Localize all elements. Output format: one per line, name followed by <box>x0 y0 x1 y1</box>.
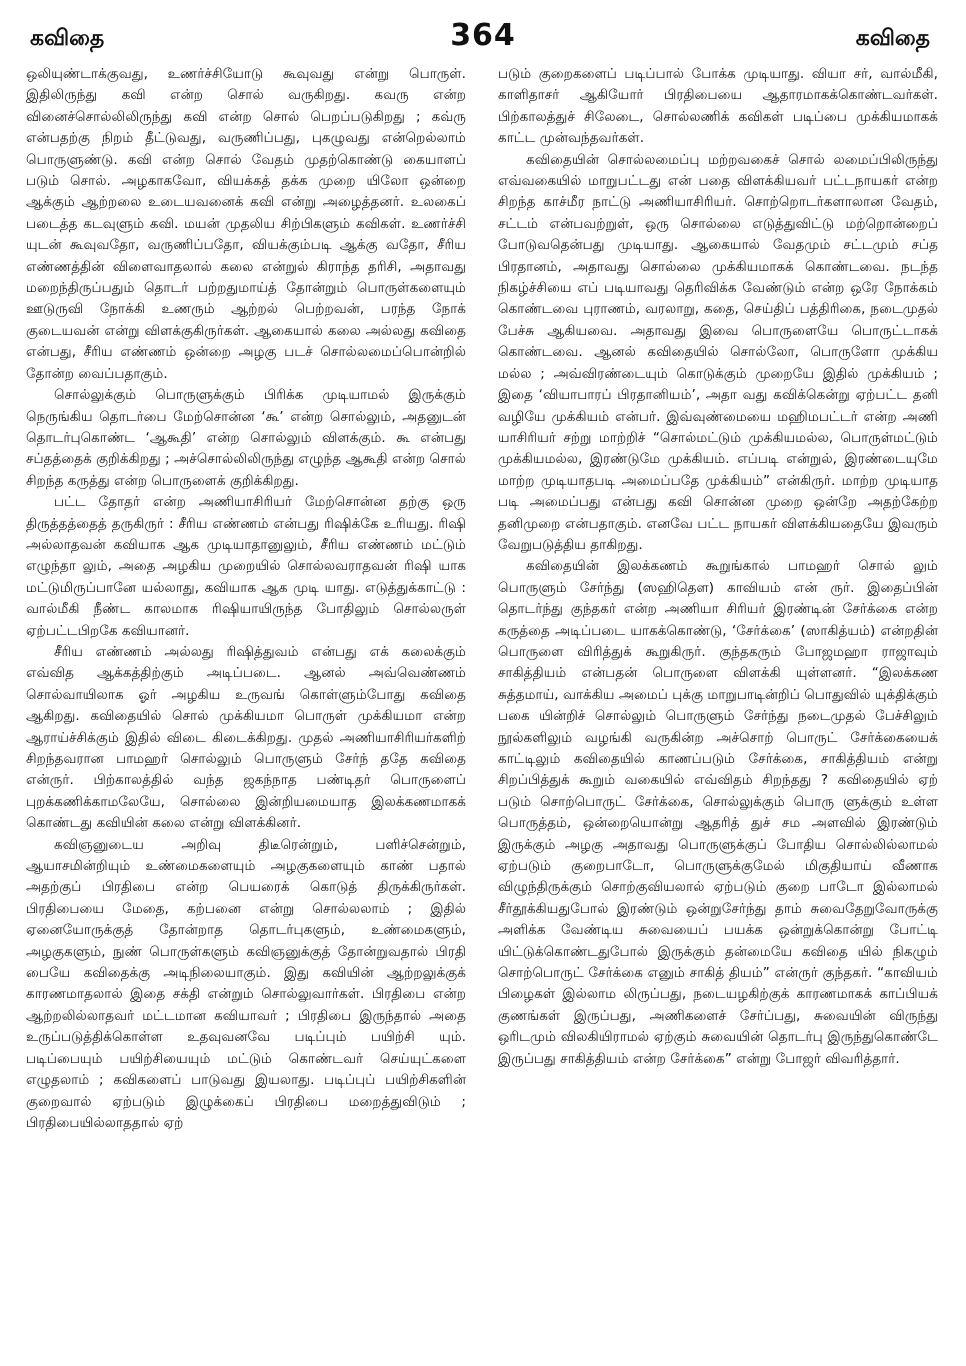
paragraph: ஒலியுண்டாக்குவது, உணர்ச்சியோடு கூவுவது என்று பொருள். இதிலிருந்து கவி என்ற சொல் வருகிறது. கவரு என்ற வினைச்சொல்லிலிருந்து கவி என்ற சொல் பெறப்படுகிறது ; கவ்ரு என்பதற்கு நிறம் தீட்டுவது, வருணிப்பது, புகழுவது என்றெல்லாம் பொருளுண்டு. கவி என்ற சொல் வேதம் முதற்கொண்டு கையாளப் படும் சொல். அழகாகவோ, வியக்கத் தக்க முறை யிலோ ஒன்றை ஆக்கும் ஆற்றலை உடையவனைக் கவி என்று அழைத்தனர். உலகைப் படைத்த கடவுளும் கவி. மயன் முதலிய சிற்பிகளும் கவிகள். உணர்ச்சி யுடன் கூவுவதோ, வருணிப்பதோ, வியக்கும்படி ஆக்கு வதோ, சீரிய எண்ணத்தின் விளைவாதலால் கலை என்றுல் கிராந்த தரிசி, அதாவது மறைந்திருப்பதும் தொடர் பற்றதுமாய்த் தோன்றும் பொருள்களையும் ஊடுருவி நோக்கி உணரும் ஆற்றல் பெற்றவன், பரந்த நோக் குடையவன் என்று விளக்குகிருர்கள். ஆகையால் கலை அல்லது கவிதை என்பது, சீரிய எண்ணம் ஒன்றை அழகு படச் சொல்லமைப்பொன்றில் தோன்ற வைப்பதாகும். <box>26 66 466 382</box>
paragraph: கவிதையின் இலக்கணம் கூறுங்கால் பாமஹர் சொல் லும் பொருளும் சேர்ந்து (ஸஹிதௌ) காவியம் என் ருர். இதைப்பின் தொடர்ந்து குந்தகர் என்ற அணியா சிரியர் இரண்டின் சேர்க்கை என்ற கருத்தை அடிப்படை யாகக்கொண்டு, ‘சேர்க்கை’ (ஸாகித்யம்) என்றதின் பொருளை விரித்துக் கூறுகிருர். குந்தகரும் போஜமஹா ராஜாவும் சாகித்தியம் என்பதன் பொருளை விளக்கி யுள்ளனர். “இலக்கண சுத்தமாய், வாக்கிய அமைப் புக்கு மாறுபாடின்றிப் பொதுவில் யுக்திக்கும் பகை யின்றிச் சொல்லும் பொருளும் சேர்ந்து நடைமுதல் பேச்சிலும் நூல்களிலும் வழங்கி வருகின்ற அச்சொற் பொருட் சேர்க்கையைக் காட்டிலும் கவிதையில் காணப்படும் சேர்க்கை, சாகித்தியம் என்று சிறப்பித்துக் கூறும் வகையில் எவ்விதம் சிறந்தது ? கவிதையில் ஏற் படும் சொற்பொருட் சேர்க்கை, சொல்லுக்கும் பொரு ளுக்கும் உள்ள பொருத்தம், ஒன்றையொன்று ஆதரித் துச் சம அளவில் இரண்டும் இருக்கும் அழகு அதாவது பொருளுக்குப் போதிய சொல்லில்லாமல் ஏற்படும் குறைபாடோ, பொருளுக்குமேல் மிகுதியாய் வீணாக விழுந்திருக்கும் சொற்குவியலால் ஏற்படும் குறை பாடோ இல்லாமல் சீர்தூக்கியதுபோல் இரண்டும் ஒன்றுசேர்ந்து தாம் சுவைதேறுவோருக்கு அளிக்க வேண்டிய சுவையைப் பயக்க ஒன்றுக்கொன்று போட்டி யிட்டுக்கொண்டதுபோல் இருக்கும் தன்மையே கவிதை யில் நிகழும் சொற்பொருட் சேர்க்கை எனும் சாகித் தியம்” என்ருர் குந்தகர். “காவியம் பிழைகள் இல்லாம லிருப்பது, நடையழகிற்குக் காரணமாகக் காப்பியக் குணங்கள் இருப்பது, அணிகளைச் சேர்ப்பது, சுவையின் விருந்து ஒரிடமும் விலகியிராமல் ஏற்கும் சுவையின் தொடர்பு இருந்துகொண்டே இருப்பது சாகித்தியம் என்ற சேர்க்கை” என்று போஜர் விவரித்தார். <box>498 558 938 1067</box>
paragraph: கவிஞனுடைய அறிவு திடீரென்றும், பளிச்சென்றும், ஆயாசமின்றியும் உண்மைகளையும் அழகுகளையும் காண் பதால் அதற்குப் பிரதிபை என்ற பெயரைக் கொடுத் திருக்கிருர்கள். பிரதிபையை மேதை, கற்பனை என்று சொல்லலாம் ; இதில் ஏனையோருக்குத் தோன்றாத தொடர்புகளும், உண்மைகளும், அழகுகளும், நுண் பொருள்களும் கவிஞனுக்குத் தோன்றுவதால் பிரதி பையே கவிதைக்கு அடிநிலையாகும். இது கவியின் ஆற்றலுக்குக் காரணமாதலால் இதை சக்தி என்றும் சொல்லுவார்கள். பிரதிபை என்ற ஆற்றலில்லாதவர் மட்டமான கவியாவர் ; பிரதிபை இருந்தால் அதை உருப்படுத்திக்கொள்ள உதவுவனவே படிப்பும் பயிற்சி யும். படிப்பையும் பயிற்சியையும் மட்டும் கொண்டவர் செய்யுட்களை எழுதலாம் ; கவிகளைப் பாடுவது இயலாது. படிப்புப் பயிற்சிகளின் குறைவால் ஏற்படும் இழுக்கைப் பிரதிபை மறைத்துவிடும் ; பிரதிபையில்லாததால் ஏற் <box>26 836 466 1131</box>
left-text-column <box>26 64 466 1354</box>
running-title-right: கவிதை <box>855 26 930 51</box>
right-text-column <box>498 64 938 1354</box>
paragraph: சீரிய எண்ணம் அல்லது ரிஷித்துவம் என்பது எக் கலைக்கும் எவ்வித ஆக்கத்திற்கும் அடிப்படை. ஆனல் அவ்வெண்ணம் சொல்வாயிலாக ஓர் அழகிய உருவங் கொள்ளும்போது கவிதை ஆகிறது. கவிதையில் சொல் முக்கியமா பொருள் முக்கியமா என்ற ஆராய்ச்சிக்கும் இதில் விடை கிடைக்கிறது. முதல் அணியாசிரியர்களிற் சிறந்தவரான பாமஹர் சொல்லும் பொருளும் சேர்ந் ததே கவிதை என்ருர். பிற்காலத்தில் வந்த ஜகந்நாத பண்டிதர் பொருளைப் புறக்கணிக்காமலேயே, சொல்லை இன்றியமையாத இலக்கணமாகக் கொண்டது கவியின் கலை என்று விளக்கினர். <box>26 643 466 832</box>
paragraph: பட்ட தோதர் என்ற அணியாசிரியர் மேற்சொன்ன தற்கு ஒரு திருத்தத்தைத் தருகிருர் : சீரிய எண்ணம் என்பது ரிஷிக்கே உரியது. ரிஷி அல்லாதவன் கவியாக ஆக முடியாதானுலும், சீரிய எண்ணம் மட்டும் எழுந்தா லும், அதை அழகிய முறையில் சொல்லவராதவன் ரிஷி யாக மட்டுமிருப்பானே யல்லாது, கவியாக ஆக முடி யாது. எடுத்துக்காட்டு : வால்மீகி நீண்ட காலமாக ரிஷியாயிருந்த போதிலும் சொல்லருள் ஏற்பட்டபிறகே கவியானர். <box>26 494 466 639</box>
paragraph: படும் குறைகளைப் படிப்பால் போக்க முடியாது. வியா சர், வால்மீகி, காளிதாசர் ஆகியோர் பிரதிபையை ஆதாரமாகக்கொண்டவர்கள். பிற்காலத்துச் சிலேடை, சொல்லணிக் கவிகள் படிப்பை முக்கியமாகக் காட்ட முன்வந்தவர்கள். <box>498 66 938 147</box>
page-header <box>0 0 966 52</box>
page-number: 364 <box>450 18 516 53</box>
paragraph: கவிதையின் சொல்லமைப்பு மற்றவகைச் சொல் லமைப்பிலிருந்து எவ்வகையில் மாறுபட்டது என் பதை விளக்கியவர் பட்டநாயகர் என்ற சிறந்த காச்மீர நாட்டு அணியாசிரியர். சொற்றொடர்களாலான வேதம், சட்டம் என்பவற்றுள், ஒரு சொல்லை எடுத்துவிட்டு மற்றொன்றைப் போடுவதென்பது முடியாது. ஆகையால் வேதமும் சட்டமும் சப்த பிரதானம், அதாவது சொல்லை முக்கியமாகக் கொண்டவை. நடந்த நிகழ்ச்சியை எப் படியாவது தெரிவிக்க வேண்டும் என்ற ஒரே நோக்கம் கொண்டவை புராணம், வரலாறு, கதை, செய்திப் பத்திரிகை, நடைமுதல் பேச்சு ஆகியவை. அதாவது இவை பொருளையே பொருட்டாகக் கொண்டவை. ஆனல் கவிதையில் சொல்லோ, பொருளோ முக்கிய மல்ல ; அவ்விரண்டையும் கொடுக்கும் முறையே இதில் முக்கியம் ; இதை ‘வியாபாரப் பிரதானியம்’, அதா வது கவிக்கென்று ஏற்பட்ட தனி வழியே முக்கியம் என்பர். இவ்வுண்மையை மஹிமபட்டர் என்ற அணி யாசிரியர் சற்று மாற்றிச் “சொல்மட்டும் முக்கியமல்ல, பொருள்மட்டும் முக்கியமல்ல, இரண்டுமே முக்கியம். எப்படி என்றுல், இரண்டையுமே மாற்ற முடியாதபடி அமைப்பதே முக்கியம்” என்கிருர். மாற்ற முடியாத படி அமைப்பது என்பது கவி சொன்ன முறை ஒன்றே அதற்கேற்ற தனிமுறை என்பதாகும். எனவே பட்ட நாயகர் விளக்கியதையே இவரும் வேறுபடுத்திய தாகிறது. <box>498 151 938 553</box>
running-title-left: கவிதை <box>30 26 105 51</box>
paragraph: சொல்லுக்கும் பொருளுக்கும் பிரிக்க முடியாமல் இருக்கும் நெருங்கிய தொடர்பை மேற்சொன்ன ‘கூ’ என்ற சொல்லும், அதனுடன் தொடர்புகொண்ட ‘ஆகூதி’ என்ற சொல்லும் விளக்கும். கூ என்பது சப்தத்தைக் குறிக்கிறது ; அச்சொல்லிலிருந்து எழுந்த ஆகூதி என்ற சொல் சிறந்த கருத்து என்ற பொருளைக் குறிக்கிறது. <box>26 387 466 489</box>
